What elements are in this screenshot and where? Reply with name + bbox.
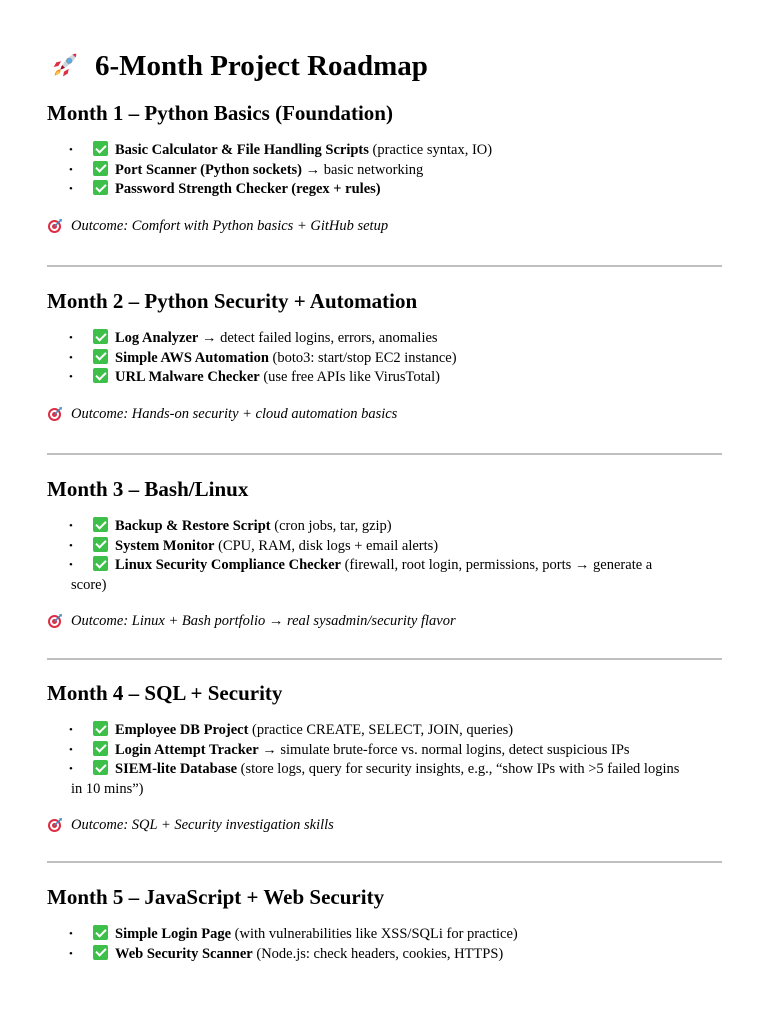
divider [47,265,722,267]
month-2-outcome [47,404,722,424]
check-icon [93,368,108,383]
rocket-icon [47,49,81,83]
list-item [47,537,722,557]
month-3-heading: Month 3 – Bash/Linux [47,477,249,501]
list-item [47,760,722,799]
item-desc-cont: in 10 mins”) [71,780,144,797]
outcome-text: Outcome: Linux + Bash portfolio → real sysadmin/security flavor [71,613,456,629]
check-icon [93,161,108,176]
item-desc: (cron jobs, tar, gzip) [270,518,392,534]
page-title [47,44,428,88]
check-icon [93,556,108,571]
check-icon [93,517,108,532]
bullet: • [69,928,73,940]
outcome-text: Outcome: SQL + Security investigation skills [71,817,334,833]
month-2-list [47,329,722,388]
item-desc: (practice syntax, IO) [368,142,493,158]
month-5-section [47,882,722,964]
check-icon [93,180,108,195]
list-item [47,925,722,945]
bullet: • [69,559,73,571]
month-4-heading: Month 4 – SQL + Security [47,681,283,705]
item-desc: (with vulnerabilities like XSS/SQLi for practice) [231,926,518,942]
item-title: Password Strength Checker (regex + rules) [115,181,381,197]
item-title: Port Scanner (Python sockets) [115,161,303,178]
item-desc: (firewall, root login, permissions, ports → generate a [340,557,653,573]
check-icon [93,329,108,344]
bullet: • [69,332,73,344]
item-title: Simple Login Page [115,926,232,942]
month-4-list [47,721,722,799]
outcome-text: Outcome: Hands-on security + cloud automation basics [71,405,398,422]
list-item [47,556,722,595]
item-desc: (boto3: start/stop EC2 instance) [268,349,457,366]
item-desc: → detect failed logins, errors, anomalies [198,330,438,346]
target-icon [47,406,63,422]
month-5-list [47,925,722,964]
list-item [47,945,722,965]
list-item [47,161,722,181]
target-icon [47,218,63,234]
divider [47,658,722,660]
list-item [47,517,722,537]
check-icon [93,925,108,940]
bullet: • [69,144,73,156]
item-title: Employee DB Project [115,722,249,738]
divider [47,861,722,863]
item-desc-cont: score) [71,576,107,593]
divider [47,453,722,455]
month-2-section [47,286,722,424]
item-title: Log Analyzer [115,330,199,346]
bullet: • [69,763,73,775]
list-item [47,349,722,369]
month-1-section [47,98,722,236]
bullet: • [69,351,73,364]
list-item [47,721,722,741]
list-item [47,141,722,161]
list-item [47,180,722,200]
item-title: URL Malware Checker [115,369,260,385]
item-title: Backup & Restore Script [115,518,271,534]
month-4-section [47,678,722,835]
list-item [47,329,722,349]
item-title: SIEM-lite Database [115,761,238,777]
bullet: • [69,743,73,756]
month-2-heading: Month 2 – Python Security + Automation [47,289,418,313]
outcome-text: Outcome: Comfort with Python basics + GitHub setup [71,217,389,234]
bullet: • [69,163,73,176]
bullet: • [69,371,73,383]
page-title-text: 6-Month Project Roadmap [95,50,428,82]
month-4-outcome [47,815,722,835]
target-icon [47,613,63,629]
item-desc: (store logs, query for security insights, e.g., “show IPs with >5 failed logins [237,761,680,777]
bullet: • [69,539,73,552]
check-icon [93,760,108,775]
item-desc: (Node.js: check headers, cookies, HTTPS) [252,945,504,962]
month-3-outcome [47,611,722,631]
bullet: • [69,183,73,195]
check-icon [93,721,108,736]
item-desc: (practice CREATE, SELECT, JOIN, queries) [248,722,514,738]
list-item [47,741,722,761]
item-desc: → simulate brute-force vs. normal logins, detect suspicious IPs [258,741,630,758]
month-3-list [47,517,722,595]
target-icon [47,817,63,833]
item-desc: (CPU, RAM, disk logs + email alerts) [214,537,439,554]
month-5-heading: Month 5 – JavaScript + Web Security [47,885,385,909]
item-desc: (use free APIs like VirusTotal) [259,369,440,385]
item-desc: → basic networking [302,161,424,178]
month-1-outcome [47,216,722,236]
month-1-list [47,141,722,200]
bullet: • [69,724,73,736]
item-title: Login Attempt Tracker [115,741,259,758]
check-icon [93,349,108,364]
month-3-section [47,474,722,631]
item-title: Simple AWS Automation [115,349,269,366]
item-title: Web Security Scanner [115,945,253,962]
bullet: • [69,520,73,532]
month-1-heading: Month 1 – Python Basics (Foundation) [47,101,393,125]
check-icon [93,141,108,156]
item-title: Linux Security Compliance Checker [115,557,341,573]
check-icon [93,537,108,552]
bullet: • [69,947,73,960]
check-icon [93,741,108,756]
list-item [47,368,722,388]
check-icon [93,945,108,960]
item-title: System Monitor [115,537,215,554]
item-title: Basic Calculator & File Handling Scripts [115,142,369,158]
